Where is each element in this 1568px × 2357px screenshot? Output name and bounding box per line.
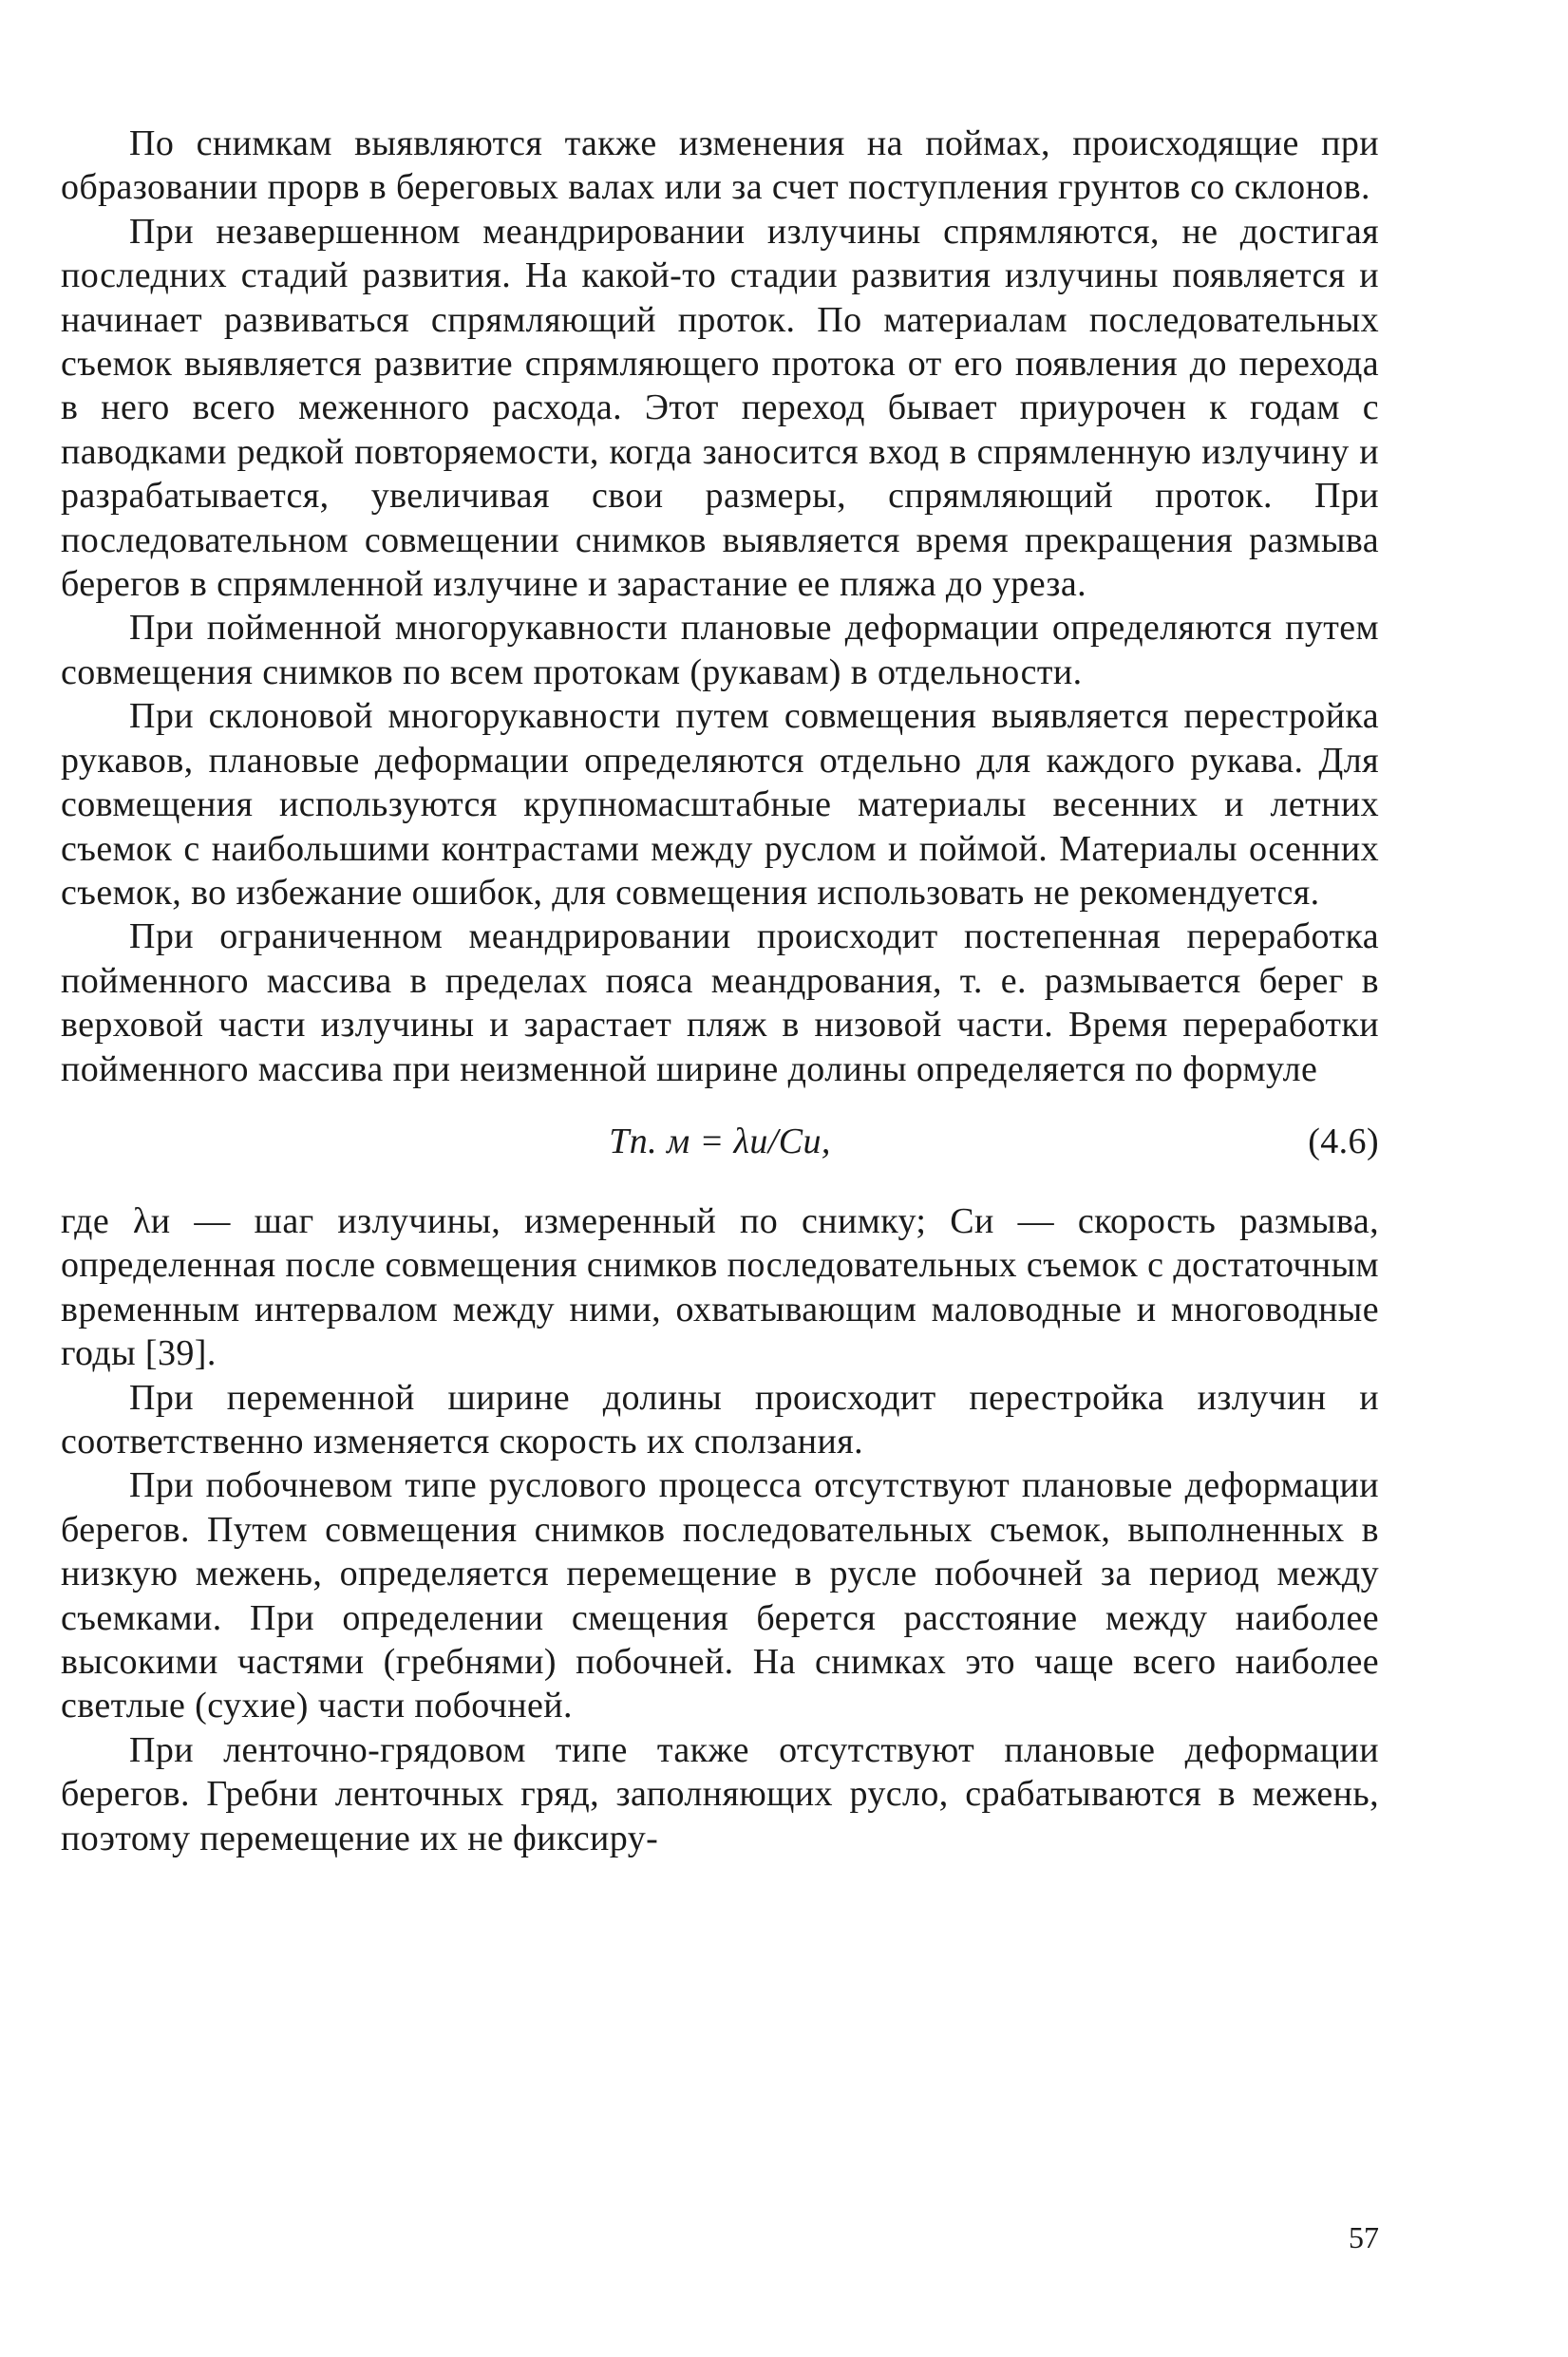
paragraph-after-formula: где λи — шаг излучины, измеренный по снимку; Cи — скорость размыва, определенная после совмещения снимков последовательных съемок с достаточным временным интервалом между ними, охватывающим маловодные и многоводные годы [39]. — [61, 1200, 1379, 1374]
paragraph: При склоновой многорукавности путем совмещения выявляется перестройка рукавов, плановые деформации определяются отдельно для каждого рукава. Для совмещения используются крупномасштабные материалы весенних и летних съемок с наибольшими контрастами между руслом и поймой. Материалы осенних съемок, во избежание ошибок, для совмещения использовать не рекомендуется. — [61, 696, 1379, 913]
paragraph: При побочневом типе руслового процесса отсутствуют плановые деформации берегов. Путем совмещения снимков последовательных съемок, выполненных в низкую межень, определяется перемещение в русле побочней за период между съемками. При определении смещения берется расстояние между наиболее высокими частями (гребнями) побочней. На снимках это чаще всего наиболее светлые (сухие) части побочней. — [61, 1465, 1379, 1726]
paragraph: При ленточно-грядовом типе также отсутствуют плановые деформации берегов. Гребни ленточных гряд, заполняющих русло, срабатываются в межень, поэтому перемещение их не фиксиру- — [61, 1729, 1379, 1858]
formula-number: (4.6) — [1308, 1121, 1379, 1161]
page-number: 57 — [1349, 2220, 1379, 2254]
paragraph: По снимкам выявляются также изменения на поймах, происходящие при образовании прорв в береговых валах или за счет поступления грунтов со склонов. — [61, 123, 1379, 208]
paragraph: При переменной ширине долины происходит перестройка излучин и соответственно изменяется скорость их сползания. — [61, 1377, 1379, 1461]
page-body — [61, 122, 1379, 1860]
paragraph: При ограниченном меандрировании происходит постепенная переработка пойменного массива в пределах пояса меандрования, т. е. размывается берег в верховой части излучины и зарастает пляж в низовой части. Время переработки пойменного массива при неизменной ширине долины определяется по формуле — [61, 916, 1379, 1089]
formula: Tп. м = λи/Cи, — [609, 1121, 831, 1161]
paragraph: При пойменной многорукавности плановые деформации определяются путем совмещения снимков по всем протокам (рукавам) в отдельности. — [61, 608, 1379, 692]
formula-row — [61, 1106, 1379, 1177]
paragraph: При незавершенном меандрировании излучины спрямляются, не достигая последних стадий развития. На какой-то стадии развития излучины появляется и начинает развиваться спрямляющий проток. По материалам последовательных съемок выявляется развитие спрямляющего протока от его появления до перехода в него всего меженного расхода. Этот переход бывает приурочен к годам с паводками редкой повторяемости, когда заносится вход в спрямленную излучину и разрабатывается, увеличивая свои размеры, спрямляющий проток. При последовательном совмещении снимков выявляется время прекращения размыва берегов в спрямленной излучине и зарастание ее пляжа до уреза. — [61, 211, 1379, 605]
